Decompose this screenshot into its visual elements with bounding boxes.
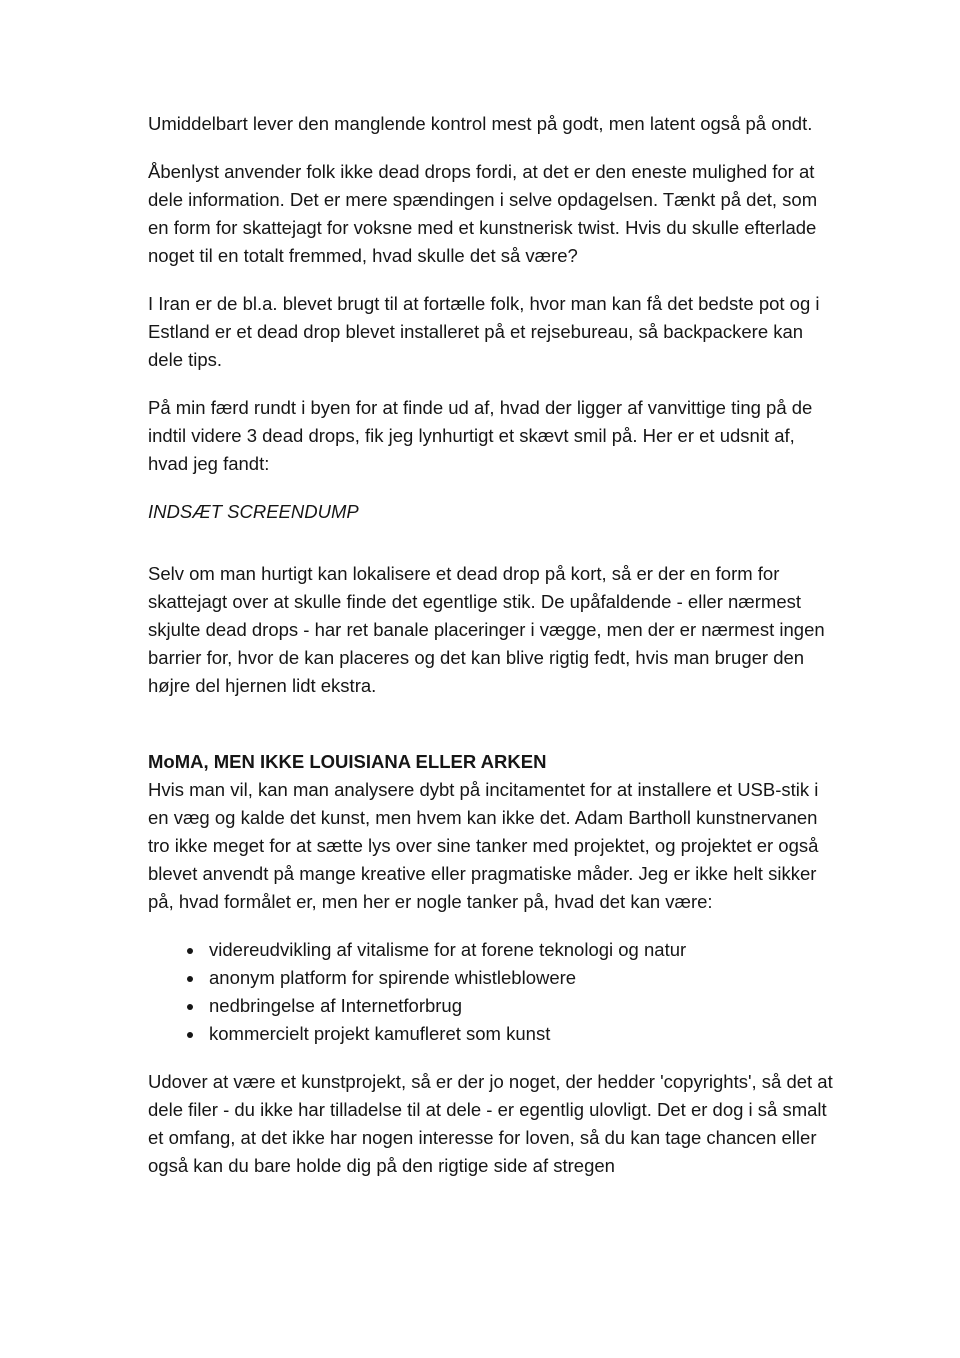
paragraph-intro: Umiddelbart lever den manglende kontrol mest på godt, men latent også på ondt. (148, 113, 813, 134)
bullet-item-internetforbrug: • nedbringelse af Internetforbrug (205, 992, 833, 1020)
screendump-placeholder-note: INDSÆT SCREENDUMP (148, 501, 359, 522)
bullet-list-projekt-tanker (148, 936, 833, 1048)
bullet-item-kommercielt: • kommercielt projekt kamufleret som kunst (205, 1020, 833, 1048)
bullet-item-whistleblowere: • anonym platform for spirende whistleblowere (205, 964, 833, 992)
section-heading-moma: MoMA, MEN IKKE LOUISIANA ELLER ARKEN (148, 751, 547, 772)
paragraph-dead-drops-motivation: Åbenlyst anvender folk ikke dead drops fordi, at det er den eneste mulighed for at dele information. Det er mere spændingen i selve opdagelsen. Tænkt på det, som en form for skattejagt for voksne med et kunstnerisk twist. Hvis du skulle efterlade noget til en totalt fremmed, hvad skulle det så være? (148, 161, 818, 266)
paragraph-copyrights: Udover at være et kunstprojekt, så er der jo noget, der hedder 'copyrights', så det at dele filer - du ikke har tilladelse til at dele - er egentlig ulovligt. Det er dog i så smalt et omfang, at det ikke har nogen interesse for loven, så du kan tage chancen eller også kan du bare holde dig på den rigtige side af stregen (148, 1071, 833, 1176)
paragraph-skattejagt: Selv om man hurtigt kan lokalisere et dead drop på kort, så er der en form for skattejagt over at skulle finde det egentlige stik. De upåfaldende - eller nærmest skjulte dead drops - har ret banale placeringer i vægge, men der er nærmest ingen barrier for, hvor de kan placeres og det kan blive rigtig fedt, hvis man bruger den højre del hjernen lidt ekstra. (148, 563, 825, 696)
paragraph-byvandring: På min færd rundt i byen for at finde ud af, hvad der ligger af vanvittige ting på de indtil videre 3 dead drops, fik jeg lynhurtigt et skævt smil på. Her er et udsnit af, hvad jeg fandt: (148, 397, 813, 474)
paragraph-iran-estland: I Iran er de bl.a. blevet brugt til at fortælle folk, hvor man kan få det bedste pot og i Estland er et dead drop blevet installeret på et rejsebureau, så backpackere kan dele tips. (148, 293, 820, 370)
bullet-item-vitalisme: • videreudvikling af vitalisme for at forene teknologi og natur (205, 936, 833, 964)
paragraph-usb-kunst: Hvis man vil, kan man analysere dybt på incitamentet for at installere et USB-stik i en væg og kalde det kunst, men hvem kan ikke det. Adam Bartholl kunstnervanen tro ikke meget for at sætte lys over sine tanker med projektet, og projektet er også blevet anvendt på mange kreative eller pragmatiske måder. Jeg er ikke helt sikker på, hvad formålet er, men her er nogle tanker på, hvad det kan være: (148, 779, 819, 912)
